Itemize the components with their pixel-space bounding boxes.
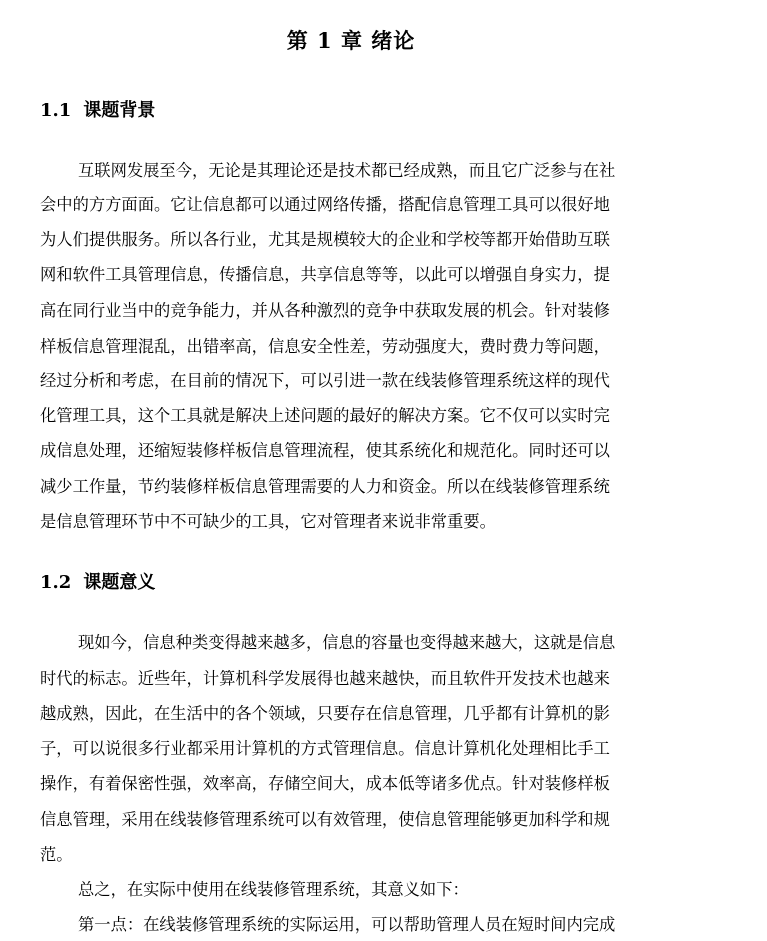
paragraph-line: 现如今，信息种类变得越来越多，信息的容量也变得越来越大，这就是信息 bbox=[78, 633, 616, 652]
paragraph-line: 为人们提供服务。所以各行业，尤其是规模较大的企业和学校等都开始借助互联 bbox=[40, 230, 610, 249]
paragraph-line: 高在同行业当中的竞争能力，并从各种激烈的竞争中获取发展的机会。针对装修 bbox=[40, 301, 610, 320]
paragraph-line: 信息管理，采用在线装修管理系统可以有效管理，使信息管理能够更加科学和规 bbox=[40, 810, 610, 829]
paragraph-line: 化管理工具，这个工具就是解决上述问题的最好的解决方案。它不仅可以实时完 bbox=[40, 406, 610, 425]
paragraph-line: 第一点：在线装修管理系统的实际运用，可以帮助管理人员在短时间内完成 bbox=[78, 915, 616, 934]
paragraph-line: 是信息管理环节中不可缺少的工具，它对管理者来说非常重要。 bbox=[40, 512, 496, 531]
section-number: 1.2 bbox=[40, 572, 72, 593]
paragraph-line: 子，可以说很多行业都采用计算机的方式管理信息。信息计算机化处理相比手工 bbox=[40, 739, 610, 758]
paragraph-line: 越成熟，因此，在生活中的各个领域，只要存在信息管理，几乎都有计算机的影 bbox=[40, 704, 610, 723]
paragraph-line: 网和软件工具管理信息，传播信息，共享信息等等，以此可以增强自身实力，提 bbox=[40, 265, 610, 284]
paragraph-line: 互联网发展至今，无论是其理论还是技术都已经成熟，而且它广泛参与在社 bbox=[78, 161, 616, 180]
section-heading-1-2 bbox=[40, 570, 155, 596]
section-heading-1-1 bbox=[40, 98, 155, 124]
paragraph-line: 减少工作量，节约装修样板信息管理需要的人力和资金。所以在线装修管理系统 bbox=[40, 477, 610, 496]
section-number: 1.1 bbox=[40, 100, 72, 121]
paragraph-line: 成信息处理，还缩短装修样板信息管理流程，使其系统化和规范化。同时还可以 bbox=[40, 441, 610, 460]
paragraph-line: 范。 bbox=[40, 845, 73, 864]
paragraph-line: 经过分析和考虑，在目前的情况下，可以引进一款在线装修管理系统这样的现代 bbox=[40, 371, 610, 390]
paragraph-line: 时代的标志。近些年，计算机科学发展得也越来越快，而且软件开发技术也越来 bbox=[40, 669, 610, 688]
paragraph-line: 会中的方方面面。它让信息都可以通过网络传播，搭配信息管理工具可以很好地 bbox=[40, 195, 610, 214]
section-title: 课题背景 bbox=[83, 100, 156, 121]
chapter-title: 第 1 章 绪论 bbox=[286, 28, 416, 53]
paragraph-line: 样板信息管理混乱，出错率高，信息安全性差，劳动强度大，费时费力等问题， bbox=[40, 337, 610, 356]
section-title: 课题意义 bbox=[83, 572, 156, 593]
paragraph-line: 总之，在实际中使用在线装修管理系统，其意义如下： bbox=[78, 880, 469, 899]
paragraph-line: 操作，有着保密性强，效率高，存储空间大，成本低等诸多优点。针对装修样板 bbox=[40, 774, 610, 793]
